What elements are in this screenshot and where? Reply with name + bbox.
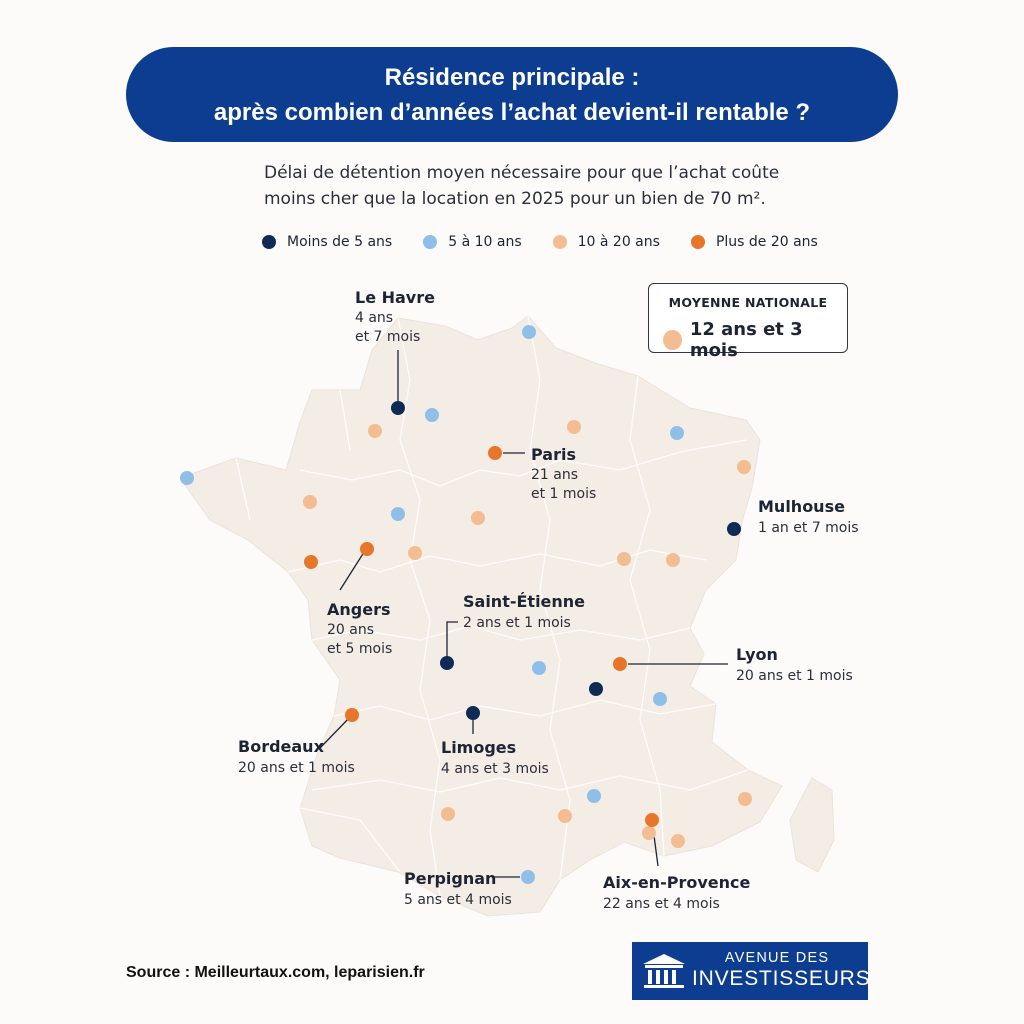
national-average-title: MOYENNE NATIONALE: [668, 295, 828, 310]
logo-line-1: AVENUE DES: [724, 950, 830, 966]
city-value-paris: 21 ans: [531, 467, 579, 483]
map-marker: [471, 511, 485, 525]
map-marker: [653, 692, 667, 706]
national-average-value-row: [663, 319, 847, 361]
city-marker-lyon: [613, 657, 627, 671]
legend-label: 10 à 20 ans: [577, 234, 660, 250]
city-value-paris: et 1 mois: [531, 486, 597, 502]
city-marker-perpignan: [521, 870, 535, 884]
city-name-perpignan: Perpignan: [404, 869, 497, 888]
title-line-2: après combien d’années l’achat devient-il rentable ?: [213, 98, 811, 126]
city-value-angers: et 5 mois: [327, 641, 393, 657]
map-marker: [617, 552, 631, 566]
map-marker: [567, 420, 581, 434]
national-average-box: [648, 283, 848, 361]
legend-label: Moins de 5 ans: [287, 234, 393, 250]
map-marker: [441, 807, 455, 821]
national-average-dot-icon: [663, 330, 682, 350]
map-marker: [589, 682, 603, 696]
city-value-bordeaux: 20 ans et 1 mois: [238, 760, 355, 776]
map-marker: [304, 555, 318, 569]
map-marker: [408, 546, 422, 560]
city-value-lyon: 20 ans et 1 mois: [736, 668, 853, 684]
city-marker-aix-en-provence: [645, 813, 659, 827]
map-marker: [558, 809, 572, 823]
map-marker: [738, 792, 752, 806]
city-marker-paris: [488, 446, 502, 460]
map-marker: [587, 789, 601, 803]
map-marker: [642, 826, 656, 840]
title-line-1: Résidence principale :: [384, 63, 640, 91]
city-name-aix-en-provence: Aix-en-Provence: [603, 873, 751, 892]
map-marker: [666, 553, 680, 567]
city-value-limoges: 4 ans et 3 mois: [441, 761, 549, 777]
city-value-saint-etienne: 2 ans et 1 mois: [463, 615, 571, 631]
map-marker: [532, 661, 546, 675]
city-value-mulhouse: 1 an et 7 mois: [758, 520, 859, 536]
legend-label: 5 à 10 ans: [448, 234, 522, 250]
national-average-value: 12 ans et 3 mois: [689, 319, 803, 361]
city-marker-mulhouse: [727, 522, 741, 536]
city-name-angers: Angers: [327, 600, 391, 619]
city-marker-limoges: [466, 706, 480, 720]
city-value-le-havre: et 7 mois: [355, 329, 421, 345]
city-name-le-havre: Le Havre: [355, 288, 435, 307]
subtitle-line-2: moins cher que la location en 2025 pour un bien de 70 m².: [264, 189, 766, 209]
city-value-angers: 20 ans: [327, 622, 375, 638]
city-name-lyon: Lyon: [736, 645, 778, 664]
brand-logo: [632, 942, 871, 1000]
map-marker: [368, 424, 382, 438]
map-marker: [180, 471, 194, 485]
map-marker: [737, 460, 751, 474]
legend-label: Plus de 20 ans: [715, 234, 818, 250]
city-marker-le-havre: [391, 401, 405, 415]
city-name-limoges: Limoges: [441, 738, 517, 757]
city-value-aix-en-provence: 22 ans et 4 mois: [603, 896, 720, 912]
city-marker-bordeaux: [345, 708, 359, 722]
logo-line-2: INVESTISSEURS: [692, 967, 871, 990]
map-marker: [391, 507, 405, 521]
city-name-paris: Paris: [531, 445, 576, 464]
city-name-bordeaux: Bordeaux: [238, 737, 324, 756]
map-marker: [425, 408, 439, 422]
columns-building-icon: [642, 952, 686, 990]
city-marker-angers: [360, 542, 374, 556]
city-value-le-havre: 4 ans: [355, 310, 394, 326]
city-marker-saint-etienne: [440, 656, 454, 670]
map-marker: [303, 495, 317, 509]
map-marker: [670, 426, 684, 440]
map-marker: [671, 834, 685, 848]
map-marker: [522, 325, 536, 339]
corsica-shape: [790, 778, 834, 872]
subtitle-line-1: Délai de détention moyen nécessaire pour que l’achat coûte: [264, 163, 780, 183]
source-note: Source : Meilleurtaux.com, leparisien.fr: [126, 964, 425, 981]
city-value-perpignan: 5 ans et 4 mois: [404, 892, 512, 908]
city-name-saint-etienne: Saint-Étienne: [463, 592, 586, 611]
city-name-mulhouse: Mulhouse: [758, 497, 845, 516]
